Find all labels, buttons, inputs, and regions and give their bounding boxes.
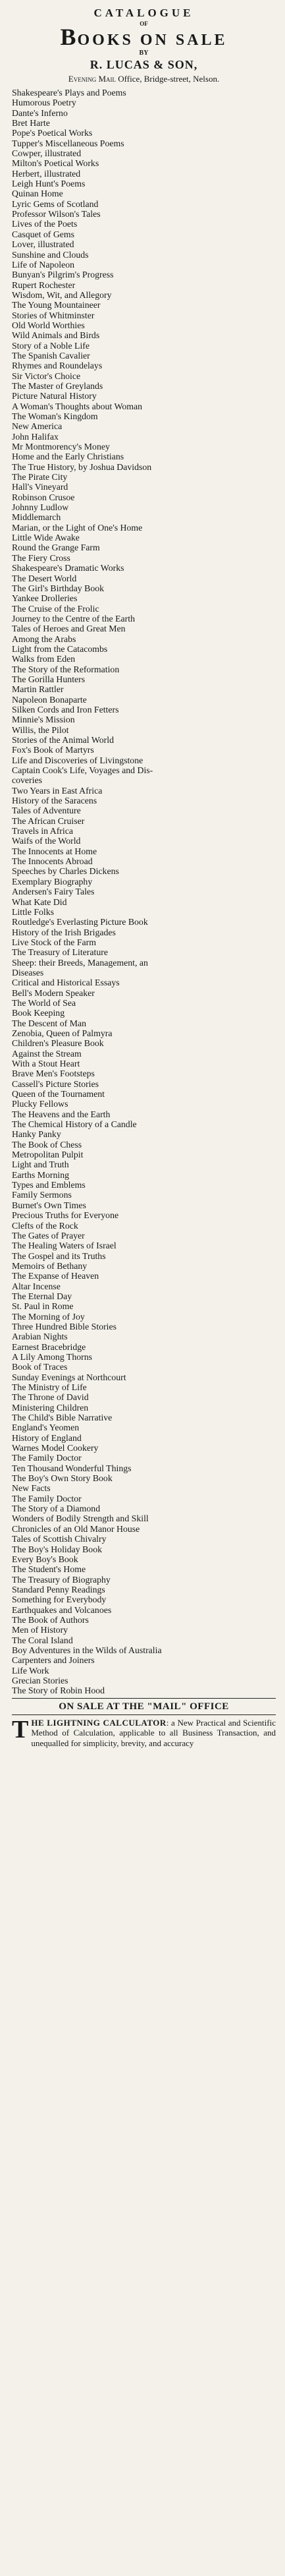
book-title: Rupert Rochester: [12, 279, 76, 290]
book-title: Arabian Nights: [12, 1332, 68, 1342]
book-title: Travels in Africa: [12, 826, 73, 836]
book-title: Live Stock of the Farm: [12, 937, 96, 947]
book-title: Round the Grange Farm: [12, 542, 100, 553]
book-title: Bunyan's Pilgrim's Progress: [12, 270, 114, 280]
lightning-calculator-ad: [12, 1715, 276, 1749]
book-title: New America: [12, 421, 63, 432]
book-title: The Story of Robin Hood: [12, 1685, 105, 1696]
book-title: The Treasury of Literature: [12, 947, 108, 958]
book-title: The Gorilla Hunters: [12, 674, 86, 684]
book-title: Journey to the Centre of the Earth: [12, 613, 135, 624]
book-title: Wisdom, Wit, and Allegory: [12, 289, 112, 300]
heading-initial: B: [60, 24, 78, 50]
book-title: Humorous Poetry: [12, 98, 76, 108]
book-title: Hall's Vineyard: [12, 482, 68, 492]
by-label: BY: [139, 49, 149, 57]
book-title: Cassell's Picture Stories: [12, 1078, 99, 1089]
catalogue-title: CATALOGUE: [93, 7, 194, 19]
book-title: The Boy's Holiday Book: [12, 1544, 102, 1554]
book-title: St. Paul in Rome: [12, 1301, 74, 1312]
book-title: Lyric Gems of Scotland: [12, 198, 99, 209]
book-title: Children's Pleasure Book: [12, 1038, 104, 1049]
book-title: The Young Mountaineer: [12, 300, 101, 310]
book-title: The Fiery Cross: [12, 552, 70, 563]
book-title: Tales of Heroes and Great Men: [12, 624, 126, 634]
book-title: Quinan Home: [12, 189, 63, 199]
book-title: The Woman's Kingdom: [12, 411, 98, 421]
book-title: Men of History: [12, 1625, 68, 1635]
address-lead: Evening Mail: [68, 74, 117, 84]
book-title: Old World Worthies: [12, 320, 85, 330]
book-title: Burnet's Own Times: [12, 1200, 86, 1210]
book-title: Bret Harte: [12, 118, 50, 129]
book-title: Tales of Adventure: [12, 805, 81, 816]
book-title: Pope's Poetical Works: [12, 128, 93, 138]
book-title: Story of a Noble Life: [12, 340, 90, 351]
book-title: Sheep: their Breeds, Management, an: [12, 957, 148, 968]
book-title: The Treasury of Biography: [12, 1574, 111, 1585]
book-title: The Master of Greylands: [12, 380, 103, 391]
book-title: Milton's Poetical Works: [12, 158, 99, 169]
book-title: Life and Discoveries of Livingstone: [12, 755, 143, 765]
book-title: Family Sermons: [12, 1190, 72, 1200]
book-title: Earthquakes and Volcanoes: [12, 1604, 112, 1615]
book-title: Marian, or the Light of One's Home: [12, 522, 143, 533]
book-list: [12, 88, 276, 1696]
book-title: Silken Cords and Iron Fetters: [12, 704, 119, 715]
book-title: The Heavens and the Earth: [12, 1109, 111, 1119]
book-title: The Descent of Man: [12, 1018, 87, 1028]
book-title: Walks from Eden: [12, 654, 76, 664]
book-title: Little Wide Awake: [12, 533, 80, 543]
book-title: Ministering Children: [12, 1402, 89, 1413]
book-title: Warnes Model Cookery: [12, 1443, 99, 1453]
book-title: Light and Truth: [12, 1159, 69, 1170]
book-title: The Cruise of the Frolic: [12, 603, 99, 614]
book-title: Cowper, illustrated: [12, 148, 82, 159]
book-title: Metropolitan Pulpit: [12, 1150, 84, 1160]
book-title: The Story of a Diamond: [12, 1504, 101, 1514]
book-title: Tales of Scottish Chivalry: [12, 1534, 107, 1544]
book-title: Earnest Bracebridge: [12, 1341, 86, 1352]
book-title: Speeches by Charles Dickens: [12, 866, 119, 877]
book-title: Precious Truths for Everyone: [12, 1210, 119, 1221]
book-title: Light from the Catacombs: [12, 643, 108, 654]
book-title: Rhymes and Roundelays: [12, 361, 103, 371]
book-title: Three Hundred Bible Stories: [12, 1321, 117, 1332]
book-title: Andersen's Fairy Tales: [12, 887, 95, 897]
address-rest: Office, Bridge-street, Nelson.: [116, 74, 220, 84]
book-title: A Lily Among Thorns: [12, 1351, 93, 1362]
book-title: The Gospel and its Truths: [12, 1250, 106, 1261]
book-title: Stories of Whitminster: [12, 310, 95, 320]
book-title: Yankee Drolleries: [12, 593, 78, 604]
book-title: A Woman's Thoughts about Woman: [12, 401, 143, 411]
book-title: Standard Penny Readings: [12, 1584, 105, 1595]
book-title: The Throne of David: [12, 1392, 89, 1403]
book-title: Sunshine and Clouds: [12, 249, 89, 260]
book-title: Johnny Ludlow: [12, 502, 69, 513]
book-title: Exemplary Biography: [12, 876, 93, 887]
book-title: Every Boy's Book: [12, 1554, 78, 1564]
of-label: OF: [140, 20, 148, 27]
book-title: Hanky Panky: [12, 1129, 61, 1140]
book-title: Carpenters and Joiners: [12, 1655, 95, 1666]
book-title: The Coral Island: [12, 1635, 73, 1645]
book-title: Book Keeping: [12, 1008, 65, 1018]
book-title: Memoirs of Bethany: [12, 1260, 88, 1271]
book-title: Clefts of the Rock: [12, 1220, 78, 1231]
book-title: coveries: [12, 775, 42, 786]
book-title: With a Stout Heart: [12, 1059, 80, 1068]
book-title: Sunday Evenings at Northcourt: [12, 1372, 126, 1382]
book-title: Shakespeare's Plays and Poems: [12, 88, 126, 98]
book-title: History of the Saracens: [12, 796, 97, 806]
book-title: Martin Rattler: [12, 684, 64, 695]
book-title: Herbert, illustrated: [12, 168, 81, 179]
book-title: Robinson Crusoe: [12, 492, 75, 502]
book-title: Book of Traces: [12, 1362, 68, 1372]
book-title: Earths Morning: [12, 1169, 69, 1180]
divider-rule-lower: [12, 1714, 276, 1715]
heading-rest: OOKS ON SALE: [77, 32, 228, 49]
book-title: Waifs of the World: [12, 836, 81, 846]
book-title: Zenobia, Queen of Palmyra: [12, 1028, 113, 1038]
book-title: The Child's Bible Narrative: [12, 1413, 113, 1423]
divider-rule: [12, 1698, 276, 1699]
book-title: Diseases: [12, 967, 44, 978]
book-title: Against the Stream: [12, 1048, 82, 1059]
publisher-address: [12, 73, 276, 85]
ad-dropcap: T: [12, 1715, 29, 1743]
book-title: Boy Adventures in the Wilds of Australia: [12, 1645, 162, 1655]
on-sale-notice: ON SALE AT THE "MAIL" OFFICE: [59, 1701, 229, 1712]
book-title: Chronicles of an Old Manor House: [12, 1523, 140, 1534]
book-title: Fox's Book of Martyrs: [12, 745, 94, 755]
book-title: Wild Animals and Birds: [12, 330, 100, 341]
book-title: Bell's Modern Speaker: [12, 987, 95, 998]
book-title: The World of Sea: [12, 997, 76, 1008]
book-title: The Student's Home: [12, 1564, 86, 1575]
book-title: The Innocents at Home: [12, 846, 97, 856]
book-title: The Girl's Birthday Book: [12, 583, 105, 593]
book-title: Life Work: [12, 1665, 49, 1676]
book-title: Mr Montmorency's Money: [12, 442, 110, 452]
publisher-name: R. LUCAS & SON,: [90, 58, 198, 71]
book-title: Queen of the Tournament: [12, 1089, 105, 1099]
book-title: Life of Napoleon: [12, 259, 75, 270]
book-title: The African Cruiser: [12, 815, 85, 826]
book-title: Among the Arabs: [12, 633, 76, 644]
book-title: Wonders of Bodily Strength and Skill: [12, 1513, 149, 1524]
book-title: Something for Everybody: [12, 1595, 107, 1605]
book-title: The Healing Waters of Israel: [12, 1241, 117, 1251]
book-title: Willis, the Pilot: [12, 724, 69, 735]
ad-title: HE LIGHTNING CALCULATOR: [31, 1717, 167, 1728]
book-title: The Chemical History of a Candle: [12, 1119, 137, 1130]
book-title: Professor Wilson's Tales: [12, 209, 101, 220]
book-title: The Ministry of Life: [12, 1382, 87, 1392]
book-title: What Kate Did: [12, 896, 67, 907]
book-title: Casquet of Gems: [12, 229, 75, 239]
book-title: The Expanse of Heaven: [12, 1271, 99, 1281]
book-title: Grecian Stories: [12, 1675, 68, 1685]
book-title: Picture Natural History: [12, 391, 97, 401]
book-title: New Facts: [12, 1483, 51, 1494]
book-title: Routledge's Everlasting Picture Book: [12, 917, 148, 927]
book-title: Lover, illustrated: [12, 239, 74, 250]
book-title: John Halifax: [12, 431, 59, 442]
book-title: The Morning of Joy: [12, 1311, 85, 1322]
book-title: England's Yeomen: [12, 1422, 80, 1433]
book-title: The Desert World: [12, 573, 77, 583]
book-title: The True History, by Joshua Davidson: [12, 461, 152, 472]
book-title: The Family Doctor: [12, 1493, 82, 1504]
book-title: Tupper's Miscellaneous Poems: [12, 138, 124, 148]
book-title: Shakespeare's Dramatic Works: [12, 563, 124, 573]
book-title: The Innocents Abroad: [12, 856, 93, 867]
book-title: Brave Men's Footsteps: [12, 1068, 95, 1079]
book-title: Critical and Historical Essays: [12, 978, 120, 988]
book-title: Types and Emblems: [12, 1180, 86, 1190]
book-title: The Eternal Day: [12, 1291, 72, 1301]
book-title: The Gates of Prayer: [12, 1230, 85, 1241]
book-title: Dante's Inferno: [12, 107, 68, 118]
book-title: History of the Irish Brigades: [12, 927, 116, 937]
book-title: Altar Incense: [12, 1281, 61, 1291]
books-on-sale-heading: [12, 24, 276, 50]
book-title: The Book of Chess: [12, 1139, 82, 1150]
book-title: Captain Cook's Life, Voyages and Dis-: [12, 765, 153, 776]
book-title: Little Folks: [12, 906, 55, 917]
book-title: Sir Victor's Choice: [12, 370, 81, 381]
book-title: Lives of the Poets: [12, 219, 78, 229]
book-title: Minnie's Mission: [12, 715, 75, 725]
book-title: Plucky Fellows: [12, 1099, 68, 1109]
book-title: Two Years in East Africa: [12, 785, 103, 796]
book-title: Home and the Early Christians: [12, 452, 124, 462]
book-title: The Story of the Reformation: [12, 664, 120, 674]
book-title: The Pirate City: [12, 472, 68, 483]
book-title: Ten Thousand Wonderful Things: [12, 1463, 132, 1473]
book-title: The Book of Authors: [12, 1614, 89, 1625]
book-title: Leigh Hunt's Poems: [12, 179, 86, 189]
book-title: Stories of the Animal World: [12, 735, 114, 745]
book-title: Middlemarch: [12, 512, 61, 523]
book-title: The Boy's Own Story Book: [12, 1473, 113, 1484]
book-title: History of England: [12, 1432, 82, 1443]
book-title: The Family Doctor: [12, 1453, 82, 1463]
book-title: The Spanish Cavalier: [12, 350, 90, 361]
ad-body: : a New Practical and Scientific Method of Calculation, applicable to all Business Transaction, and unequalled for simplicity, brevity, and accuracy: [31, 1717, 276, 1748]
book-title: Napoleon Bonaparte: [12, 694, 87, 705]
